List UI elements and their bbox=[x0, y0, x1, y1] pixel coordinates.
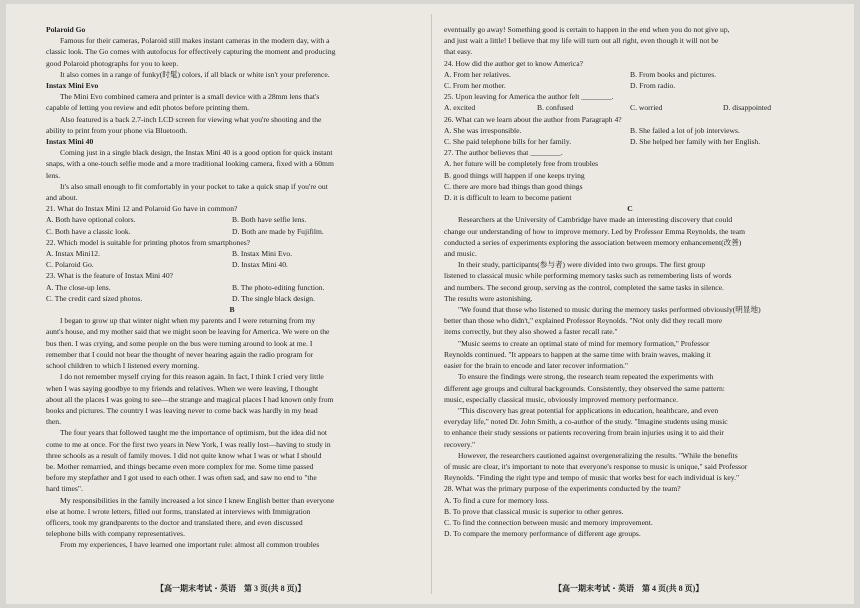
question-23-options bbox=[46, 293, 418, 304]
option-b: B. From books and pictures. bbox=[630, 69, 717, 79]
page-divider bbox=[431, 14, 432, 594]
passage-line: remember that I could not bear the thought of never hearing again the radio program for bbox=[46, 349, 314, 359]
option-d: D. The single black design. bbox=[232, 293, 315, 303]
passage-line: and just wait a little! I believe that my life will turn out all right, even though it will not be bbox=[444, 36, 719, 46]
option-a: A. From her relatives. bbox=[444, 69, 511, 79]
passage-line: Reynolds. "Finding the right type and tempo of music that works best for each individual is key." bbox=[444, 473, 740, 483]
passage-line: then. bbox=[46, 417, 61, 427]
question-26-stem: 26. What can we learn about the author from Paragraph 4? bbox=[444, 114, 622, 124]
question-25-stem: 25. Upon leaving for America the author felt ________. bbox=[444, 92, 614, 102]
question-27-stem: 27. The author believes that ________. bbox=[444, 148, 563, 158]
passage-line: before my stepfather and I got used to each other. I was often sad, and saw no end to "the bbox=[46, 473, 317, 483]
question-28-stem: 28. What was the primary purpose of the experiments conducted by the team? bbox=[444, 484, 681, 494]
passage-line: lens. bbox=[46, 170, 61, 180]
question-26-options bbox=[444, 136, 816, 147]
page-footer-right: 【高一期末考试・英语 第 4 页(共 8 页)】 bbox=[554, 584, 704, 593]
passage-line: three schools as a result of family moves. I did not quite know what I was or what I should bbox=[46, 450, 322, 460]
option-c: C. The credit card sized photos. bbox=[46, 293, 143, 303]
section-b-label: B bbox=[229, 305, 235, 315]
passage-line: I began to grow up that winter night when my parents and I were returning from my bbox=[60, 316, 316, 326]
option-c: C. Polaroid Go. bbox=[46, 260, 94, 270]
heading-instax-mini-40: Instax Mini 40 bbox=[46, 137, 94, 147]
passage-line: everyday life," noted Dr. John Smith, a co-author of the study. "Imagine students using music bbox=[444, 417, 728, 427]
passage-line: Famous for their cameras, Polaroid still makes instant cameras in the modern day, with a bbox=[60, 36, 330, 46]
option-a: A. She was irresponsible. bbox=[444, 125, 522, 135]
option-d: D. From radio. bbox=[630, 81, 676, 91]
passage-line: aunt's house, and my mother said that we might soon be leaving for America. We were on the bbox=[46, 327, 330, 337]
option-b: B. good things will happen if one keeps trying bbox=[444, 170, 585, 180]
option-c: C. From her mother. bbox=[444, 81, 506, 91]
passage-line: It also comes in a range of funky(时髦) colors, if all black or white isn't your preference. bbox=[60, 69, 330, 79]
passage-line: music, especially classical music, obviously improved memory performance. bbox=[444, 394, 679, 404]
passage-line: different age groups and cultural backgrounds. Consistently, they observed the same pattern: bbox=[444, 383, 725, 393]
passage-line: The Mini Evo combined camera and printer is a small device with a 28mm lens that's bbox=[60, 92, 320, 102]
passage-line: hard times". bbox=[46, 484, 83, 494]
option-a: A. To find a cure for memory loss. bbox=[444, 495, 549, 505]
passage-line: The four years that followed taught me the importance of optimism, but the idea did not bbox=[60, 428, 327, 438]
heading-polaroid-go: Polaroid Go bbox=[46, 25, 86, 34]
option-a: A. Instax Mini12. bbox=[46, 249, 100, 259]
passage-line: eventually go away! Something good is certain to happen in the end when you do not give up, bbox=[444, 25, 730, 34]
option-d: D. Both are made by Fujifilm. bbox=[232, 226, 324, 236]
option-c: C. there are more bad things than good things bbox=[444, 181, 583, 191]
question-23-stem: 23. What is the feature of Instax Mini 40? bbox=[46, 271, 174, 281]
passage-line: ability to print from your phone via Bluetooth. bbox=[46, 125, 188, 135]
question-24-options bbox=[444, 69, 816, 80]
section-c-label: C bbox=[627, 204, 633, 214]
passage-line: snaps, with a one-touch selfie mode and a more traditional looking camera, fixed with a 60mm bbox=[46, 159, 334, 169]
passage-line: that easy. bbox=[444, 47, 473, 57]
option-c: C. To find the connection between music and memory improvement. bbox=[444, 517, 653, 527]
passage-line: capable of letting you review and edit photos before printing them. bbox=[46, 103, 250, 113]
passage-line: conducted a series of experiments exploring the association between memory enhancement(改善) bbox=[444, 237, 742, 247]
passage-line: and music. bbox=[444, 249, 477, 259]
option-c: C. She paid telephone bills for her family. bbox=[444, 137, 572, 147]
passage-line: However, the researchers cautioned against overgeneralizing the results. "While the benefits bbox=[458, 450, 738, 460]
passage-line: come to me at once. For the first two years in New York, I was really lost—having to study in bbox=[46, 439, 331, 449]
passage-line: To ensure the findings were strong, the research team repeated the experiments with bbox=[458, 372, 714, 382]
passage-line: books and pictures. The country I was leaving never to come back was hardly in my head bbox=[46, 405, 318, 415]
passage-line: listened to classical music while performing memory tasks such as remembering lists of words bbox=[444, 271, 732, 281]
question-25-options bbox=[444, 102, 816, 113]
passage-line: school children to which I listened every morning. bbox=[46, 361, 200, 371]
heading-instax-mini-evo: Instax Mini Evo bbox=[46, 81, 99, 91]
passage-line: of music are clear, it's important to note that everyone's response to music is unique," said Professor bbox=[444, 461, 748, 471]
passage-line: "This discovery has great potential for applications in education, healthcare, and even bbox=[458, 405, 719, 415]
passage-line: telephone bills with company representatives. bbox=[46, 529, 185, 539]
passage-line: when I was saying goodbye to my friends and relatives. When we were leaving, I thought bbox=[46, 383, 319, 393]
passage-line: Researchers at the University of Cambridge have made an interesting discovery that could bbox=[458, 215, 733, 225]
question-22-options bbox=[46, 259, 418, 270]
option-d: D. She helped her family with her English. bbox=[630, 137, 761, 147]
passage-line: be. Mother remarried, and things became even more complex for me. Some time passed bbox=[46, 461, 314, 471]
passage-line: From my experiences, I have learned one important rule: almost all common troubles bbox=[60, 540, 320, 550]
question-21-options bbox=[46, 226, 418, 237]
question-24-stem: 24. How did the author get to know America? bbox=[444, 58, 583, 68]
passage-line: It's also small enough to fit comfortably in your pocket to take a quick snap if you're out bbox=[60, 181, 328, 191]
passage-line: Coming just in a single black design, the Instax Mini 40 is a good option for quick instant bbox=[60, 148, 333, 158]
option-a: A. excited bbox=[444, 103, 476, 113]
passage-line: officers, took my grandparents to the doctor and translated there, and even discussed bbox=[46, 517, 303, 527]
option-b: B. confused bbox=[537, 103, 574, 113]
question-24-options bbox=[444, 80, 816, 91]
passage-line: about all the places I was going to see—the strange and magical places I had known only from bbox=[46, 394, 334, 404]
passage-line: bus then. I was crying, and some people on the bus were turning around to look at me. I bbox=[46, 338, 313, 348]
question-26-options bbox=[444, 125, 816, 136]
passage-line: Reynolds continued. "It appears to happen at the same time with brain waves, making it bbox=[444, 349, 711, 359]
exam-sheet bbox=[6, 4, 854, 604]
option-c: C. worried bbox=[630, 103, 663, 113]
option-b: B. Instax Mini Evo. bbox=[232, 249, 293, 259]
passage-line: recovery." bbox=[444, 439, 476, 449]
passage-line: to enhance their study sessions or patients recovering from brain injuries using it to aid their bbox=[444, 428, 724, 438]
passage-line: classic look. The Go comes with autofocus for effectively capturing the moment and producing bbox=[46, 47, 336, 57]
passage-line: good Polaroid photographs for you to keep. bbox=[46, 58, 179, 68]
option-b: B. The photo-editing function. bbox=[232, 282, 325, 292]
option-b: B. To prove that classical music is superior to other genres. bbox=[444, 506, 624, 516]
passage-line: and about. bbox=[46, 193, 78, 203]
passage-line: Also featured is a back 2.7-inch LCD screen for viewing what you're shooting and the bbox=[60, 114, 322, 124]
right-page bbox=[444, 24, 816, 539]
option-d: D. disappointed bbox=[723, 103, 772, 113]
option-d: D. Instax Mini 40. bbox=[232, 260, 288, 270]
option-a: A. her future will be completely free from troubles bbox=[444, 159, 599, 169]
question-22-options bbox=[46, 248, 418, 259]
passage-line: and numbers. The second group, serving as the control, completed the same tasks in silence. bbox=[444, 282, 724, 292]
passage-line: In their study, participants(参与者) were divided into two groups. The first group bbox=[458, 260, 706, 270]
passage-line: "We found that those who listened to music during the memory tasks performed obviously(明显地) bbox=[458, 305, 761, 315]
option-a: A. The close-up lens. bbox=[46, 282, 111, 292]
page-footer-left: 【高一期末考试・英语 第 3 页(共 8 页)】 bbox=[156, 584, 306, 593]
option-c: C. Both have a classic look. bbox=[46, 226, 131, 236]
passage-line: "Music seems to create an optimal state of mind for memory formation," Professor bbox=[458, 338, 710, 348]
option-b: B. She failed a lot of job interviews. bbox=[630, 125, 740, 135]
passage-line: easier for the brain to encode and later recover information." bbox=[444, 361, 629, 371]
left-page bbox=[46, 24, 418, 551]
question-21-stem: 21. What do Instax Mini 12 and Polaroid Go have in common? bbox=[46, 204, 238, 214]
passage-line: better than those who didn't," explained Professor Reynolds. "Not only did they recall more bbox=[444, 316, 723, 326]
option-d: D. To compare the memory performance of different age groups. bbox=[444, 529, 641, 539]
option-d: D. it is difficult to learn to become patient bbox=[444, 193, 572, 203]
passage-line: I do not remember myself crying for this reason again. In fact, I think I cried very little bbox=[60, 372, 324, 382]
question-22-stem: 22. Which model is suitable for printing photos from smartphones? bbox=[46, 237, 251, 247]
passage-line: The results were astonishing. bbox=[444, 293, 533, 303]
passage-line: change our understanding of how to improve memory. Led by Professor Emma Reynolds, the team bbox=[444, 226, 746, 236]
option-a: A. Both have optional colors. bbox=[46, 215, 136, 225]
option-b: B. Both have selfie lens. bbox=[232, 215, 307, 225]
passage-line: else at home. I wrote letters, filled out forms, translated at interviews with Immigration bbox=[46, 506, 311, 516]
passage-line: My responsibilities in the family increased a lot since I knew English better than everyone bbox=[60, 495, 335, 505]
passage-line: items correctly, but they also showed a faster recall rate." bbox=[444, 327, 618, 337]
question-21-options bbox=[46, 214, 418, 225]
question-23-options bbox=[46, 282, 418, 293]
